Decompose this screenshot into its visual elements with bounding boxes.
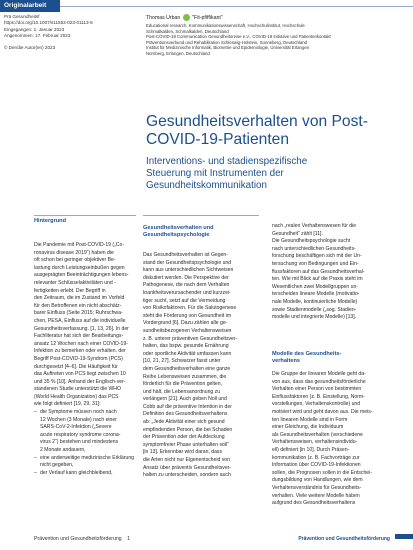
- body-text-line: ten linearen Modelle sind in Form: [272, 416, 348, 423]
- body-text-line: flussfaktoren auf das Gesundheitsverhal-: [272, 268, 365, 275]
- list-item-line: – die Symptome müssen noch nach: [40, 409, 117, 416]
- body-text-line: krankheitsverursachender und kurzzei-: [143, 289, 231, 296]
- body-text-line: oft schon bei geringer objektiver Be-: [34, 257, 116, 264]
- body-text-line: terscheiden lineare Modelle (motivatio-: [272, 291, 360, 298]
- body-text-line: Begriff Post-COVID-19-Syndrom (PCS): [34, 355, 123, 362]
- body-text-line: wie folgt definiert [19, 29, 31]:: [34, 401, 101, 408]
- col1-body: [34, 242, 138, 477]
- body-text-line: und hält, die Lebensanordnung zu: [143, 388, 221, 395]
- list-item-line: virus 2“) bestehen und mindestens: [40, 439, 119, 446]
- affiliation-line: Institut für Medizinische Informatik, Biometrie und Epidemiologie, Universität Erlangen: [146, 45, 310, 50]
- section-heading-gesundheitsverhalten: [143, 225, 259, 238]
- body-text-line: Die Gruppe der linearen Modelle geht da-: [272, 371, 366, 377]
- article-type-tag: Originalarbeit: [0, 0, 60, 12]
- body-text-line: durchgesetzt [4–6]. Die Häufigkeit für: [34, 363, 118, 370]
- body-text-line: modelle und integrierte Modelle) [13].: [272, 314, 357, 321]
- body-text-line: standenen Studie unterstützt die WHO: [34, 386, 121, 393]
- body-text-line: Einflussfaktoren (z. B. Einstellung, Norm-: [272, 393, 365, 400]
- list-item: [34, 409, 138, 455]
- article-meta: [4, 14, 139, 51]
- body-text-line: Infektion zu bemerken oder erhalten. der: [34, 348, 126, 355]
- list-item-line: 2 Monate andauern,: [40, 447, 86, 454]
- body-text-line: tiger sucht, setzt auf die Vermeidung: [143, 297, 226, 304]
- col1-rule: [34, 215, 136, 216]
- footer-color-bar: [395, 534, 413, 539]
- body-text-line: motiviert wird und geht davon aus. Die meis-: [272, 408, 373, 415]
- author-names: Thomas Urban: [146, 14, 181, 21]
- body-text-line: den Zeitraum, die im Zustand im Vorfeld: [34, 295, 125, 302]
- heading-line: Gesundheitsverhalten und: [143, 225, 214, 231]
- body-text-line: verhalten. Viele weitere Modelle haben: [272, 492, 360, 499]
- col2-body: [143, 252, 261, 480]
- body-text-line: steht die Förderung von Gesundheit im: [143, 312, 232, 319]
- body-text-line: dungsbildung von Handlungen, wie dem: [272, 477, 363, 484]
- body-text-line: relevanter Schlüsselaktivitäten und -: [34, 279, 116, 286]
- heading-line: Modelle des Gesundheits-: [272, 351, 342, 357]
- body-text-line: Gesundheit“ zählt [11].: [272, 230, 323, 237]
- body-text-line: oder sportliche Aktivität umfassen kann: [143, 350, 232, 357]
- body-text-line: aufgrund des Gesundheitsverhaltens: [272, 500, 356, 507]
- body-text-line: Die Gesundheitspsychologie sucht: [272, 238, 351, 245]
- body-text-line: nale Modelle, kontinuierliche Modelle): [272, 298, 358, 305]
- body-text-line: tersuchung von Bedingungen und Ein-: [272, 260, 359, 267]
- body-text-line: Pathogenese, die nach dem Verhalten: [143, 282, 230, 289]
- col2-rule: [143, 215, 259, 216]
- criteria-list: [34, 409, 138, 477]
- body-text-line: kann aus unterschiedlichen Sichtweisen: [143, 267, 234, 274]
- body-text-line: (World Health Organization) das PCS: [34, 393, 119, 400]
- body-text-line: ronavirus disease 2019“) haben die: [34, 249, 114, 256]
- heading-line: Gesundheitspsychologie: [143, 231, 210, 238]
- body-text-line: Ansatz über präventiv Gesundheitsver-: [143, 464, 232, 471]
- body-text-line: kommunikation (z. B. Fachvorträge zur: [272, 454, 360, 461]
- list-item-line: acute respiratory syndrome corona-: [40, 431, 121, 438]
- author-line: [146, 14, 223, 21]
- body-text-line: ausgeprägten Beeinträchtigungen lebens-: [34, 272, 129, 279]
- body-text-line: nach unterschiedlichen Gesundheits-: [272, 245, 356, 252]
- body-text-line: chen, PESA, Einfluss auf die individuelle: [34, 317, 126, 324]
- body-text-line: barer Einfluss (Seite 2015; Ruhrschwa-: [34, 310, 123, 317]
- body-text-line: forschung beschäftigen sich mit der Un-: [272, 253, 362, 260]
- title-line: Gesundheitsverhalten von Post-: [146, 113, 368, 130]
- body-text-line: ansatz 12 Wochen nach einer COVID-19-: [34, 340, 128, 347]
- article-subtitle: [146, 156, 408, 192]
- body-text-line: symptomfreier Phase unterhalten soll“: [143, 441, 229, 448]
- body-text-line: vorstellungen, Verhaltenskontrolle) und: [272, 401, 361, 408]
- list-item-line: – eine anderweitige medizinische Erklärung: [40, 454, 135, 461]
- body-text-line: dem Gesundheitsverhalten eine ganze: [143, 365, 231, 372]
- body-text-line: halten zu unterscheiden, sondern auch: [143, 472, 231, 479]
- affiliation-line: Nürnberg, Erlangen, Deutschland: [146, 50, 210, 56]
- affiliation-line: Post-COVID-19 Communication Gesundheitsreise e.V., COVID-19 Initiative und Patientenkontakt: [146, 34, 331, 39]
- body-text-line: die Arten nicht nur Eigenentscheid von: [143, 457, 230, 464]
- copyright-note: © Der/die Autor(en) 2023: [4, 44, 56, 50]
- body-text-line: Vordergrund [6]. Dazu zählen alle ge-: [143, 320, 228, 327]
- partner-name: "Fit-pfiffikant": [192, 14, 223, 21]
- list-item-line: SARS-CoV-2-Infektion („Severe: [40, 424, 112, 431]
- body-text-line: Die Pandemie mit Post-COVID-19 („Co-: [34, 242, 125, 248]
- body-text-line: Reihe Lebensweisen zusammen, die: [143, 373, 227, 380]
- body-text-line: Fachliteratur hat sich der Bearbeitungs-: [34, 333, 124, 340]
- list-item-line: 12 Wochen (3 Monate) nach einer: [40, 416, 117, 423]
- body-text-line: Das Gesundheitsverhalten ist Gegen-: [143, 252, 228, 258]
- body-text-line: das Auftreten von PCS liegt zwischen 10: [34, 371, 126, 378]
- body-text-line: als Gesundheitsverhalten (verschiedene: [272, 431, 363, 438]
- article-title: [146, 113, 408, 148]
- body-text-line: z. B. unterer präventiven Gesundheitsver-: [143, 335, 238, 342]
- body-text-line: halten, das bspw. gesunde Ernährung: [143, 343, 229, 350]
- body-text-line: nach „realen Verhaltenswesen für die: [272, 223, 357, 229]
- received-date: Eingegangen: 1. Januar 2023: [4, 26, 65, 32]
- body-text-line: Verhalten einer Person von bestimmten: [272, 386, 362, 393]
- body-text-line: [10, 21, 27]. Schwarzer fasst unter: [143, 358, 221, 365]
- body-text-line: ell) definiert [in 10]. Durch Präsen-: [272, 446, 350, 453]
- body-text-line: förderlich für die Prävention gelten,: [143, 381, 222, 388]
- body-text-line: Verhaltensweisen, verhaltensindividu-: [272, 439, 358, 446]
- doi-link[interactable]: https://doi.org/10.1007/s11553-023-01113-8: [4, 20, 93, 26]
- body-text-line: einer Gleichung, die Individuum: [272, 424, 344, 431]
- body-text-line: Verhaltensverständnis für Gesundheits-: [272, 484, 362, 491]
- body-text-line: empfindenden Person, die bei Schaden: [143, 426, 233, 433]
- accepted-date: Angenommen: 17. Februar 2023: [4, 33, 71, 39]
- body-text-line: verlängern [21]. Auch geben Noll und: [143, 396, 227, 403]
- subtitle-line: Gesundheitskommunikation: [146, 180, 267, 191]
- heading-line: verhaltens: [272, 357, 300, 364]
- body-text-line: und 35 % [10]. Anhand der Englisch-ver-: [34, 378, 126, 385]
- col3-body-bottom: [272, 371, 390, 508]
- body-text-line: diskutiert werden. Die Perspektive der: [143, 274, 229, 281]
- body-text-line: Wesentlichen zwei Modellgruppen un-: [272, 283, 358, 290]
- section-heading-hintergrund: Hintergrund: [34, 218, 67, 224]
- body-text-line: Information über COVID-19-Infektionen: [272, 462, 361, 469]
- list-item: [34, 470, 138, 478]
- affiliation-line: Schmalkalden, Schmalkalden, Deutschland: [146, 28, 229, 34]
- partner-logo-icon: [183, 14, 190, 21]
- body-text-line: [in 13]. Erkennbar wird daran, dass: [143, 449, 222, 456]
- title-line: COVID-19-Patienten: [146, 130, 290, 148]
- affiliation-line: Präventionsverbund und Rehabilitation Schleswig-Holstein, Sonneberg, Deutschland: [146, 39, 307, 45]
- body-text-line: für den Betroffenen ein nicht abschätz-: [34, 302, 122, 309]
- affiliations: [146, 23, 408, 56]
- list-item: [34, 455, 138, 470]
- body-text-line: fertigkeiten erlebt. Der Begriff in: [34, 287, 106, 294]
- journal-name: Prä Gesundheitsf: [4, 14, 40, 19]
- subtitle-line: Interventions- und stadienspezifische: [146, 156, 308, 167]
- col3-body-top: [272, 223, 390, 322]
- body-text-line: lastung durch Leistungseinbußen gegen: [34, 264, 125, 271]
- body-text-line: Gesundheitsverfassung. [1, 13, 26]. In der: [34, 325, 129, 332]
- footer-journal-name: Prävention und Gesundheitsförderung: [34, 536, 122, 542]
- body-text-line: Definition des Gesundheitsverhaltens: [143, 411, 228, 418]
- section-heading-modelle: [272, 351, 390, 364]
- body-text-line: sollen, die Prognosen sollen in die Entschei-: [272, 469, 372, 476]
- body-text-line: der Prävention oder der Aufdeckung: [143, 434, 225, 441]
- body-text-line: ten. Wie mit Blick auf die Praxis steht im: [272, 276, 363, 283]
- subtitle-line: Steuerung mit Instrumenten der: [146, 168, 284, 179]
- page-number: 1: [127, 536, 131, 542]
- body-text-line: sundheitsbezogenen Verhaltensweisen: [143, 327, 232, 334]
- footer-journal: [34, 536, 130, 542]
- body-text-line: von Risikofaktoren. Für die Salutogenese: [143, 305, 237, 312]
- footer-running-title: Prävention und Gesundheitsförderung: [298, 536, 390, 542]
- body-text-line: stand der Gesundheitspsychologie und: [143, 259, 232, 266]
- list-item-line: – der Verlauf kann gleichbleibend,: [40, 469, 113, 476]
- body-text-line: ab: „Jede Aktivität einer sich gesund: [143, 419, 225, 426]
- body-text-line: von aus, dass das gesundheitsförderliche: [272, 378, 366, 385]
- header-rule: [60, 6, 413, 7]
- list-item-line: nicht gegeben,: [40, 462, 74, 469]
- body-text-line: sowie Stadienmodelle („sog. Stadien-: [272, 306, 357, 313]
- affiliation-line: Educational research, Kommunikationswissenschaft, Hochschulinstitut, Hochschule: [146, 23, 305, 28]
- body-text-line: Cobb auf die präventive Intention in der: [143, 403, 232, 410]
